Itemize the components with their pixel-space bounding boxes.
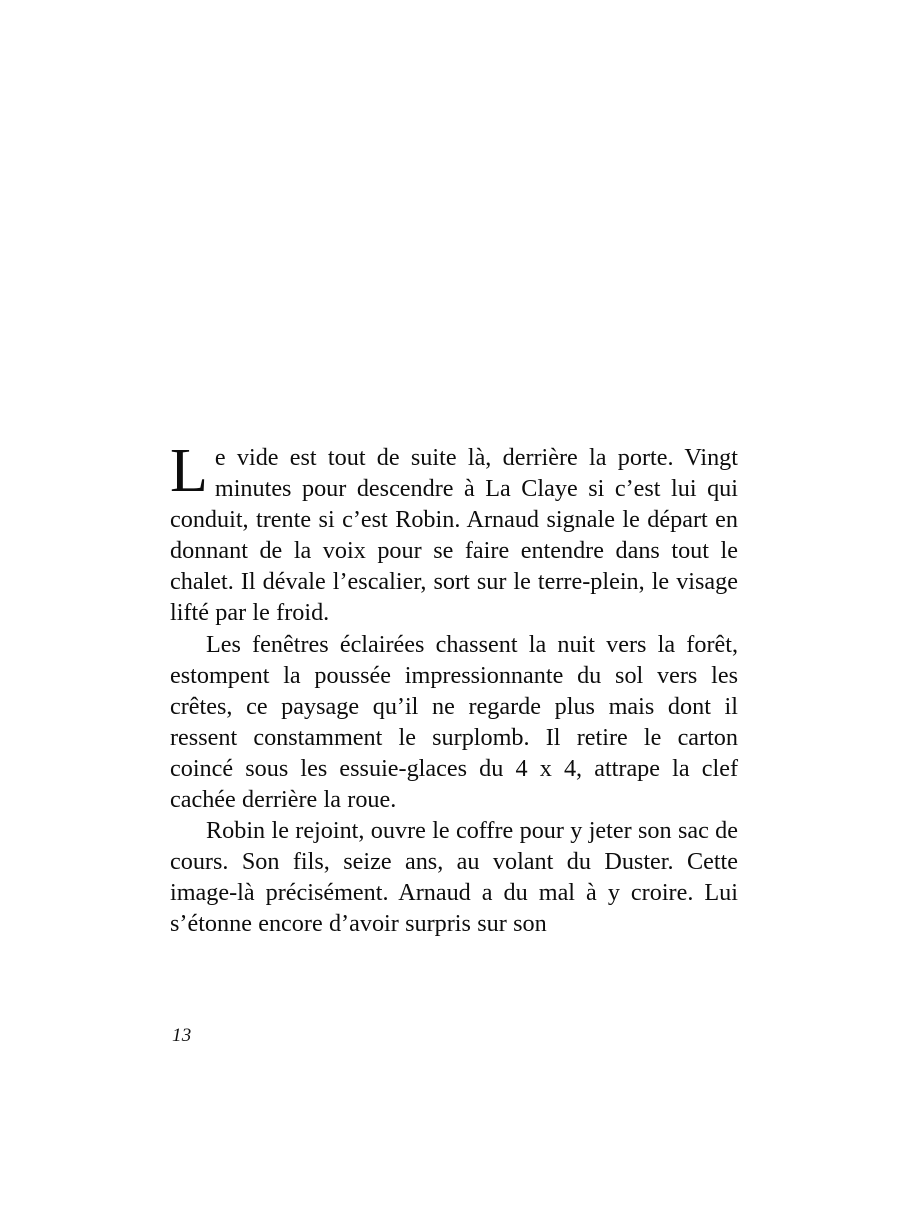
drop-cap-letter: L [170, 437, 208, 505]
paragraph-3: Robin le rejoint, ouvre le coffre pour y jeter son sac de cours. Son fils, seize ans, au volant du Duster. Cette image-là précisément. Arnaud a du mal à y croire. Lui s’étonne encore d’avoir surpris sur son [170, 817, 738, 938]
body-text-block [170, 437, 738, 940]
paragraph-2: Les fenêtres éclairées chassent la nuit vers la forêt, estompent la poussée impressionnante du sol vers les crêtes, ce paysage qu’il ne regarde plus mais dont il ressent constamment le surplomb. Il retire le carton coincé sous les essuie-glaces du 4 x 4, attrape la clef cachée derrière la roue. [170, 630, 738, 814]
page-number: 13 [172, 1025, 192, 1046]
paragraph-1-text: e vide est tout de suite là, derrière la porte. Vingt minutes pour descendre à La Claye si c’est lui qui conduit, trente si c’est Robin. Arnaud signale le départ en donnant de la voix pour se faire entendre dans tout le chalet. Il dévale l’escalier, sort sur le terre-plein, le visage lifté par le froid. [170, 444, 738, 627]
paragraph-1 [170, 437, 738, 629]
